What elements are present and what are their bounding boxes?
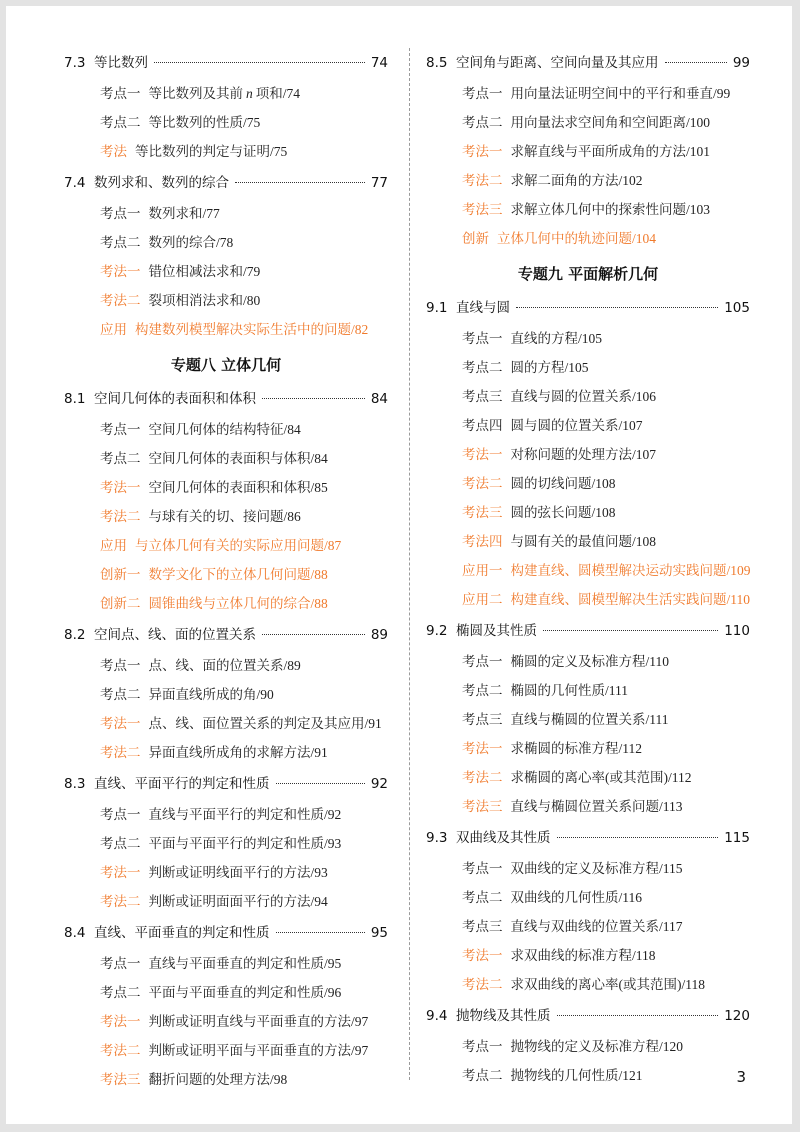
entry-tag: 考法二 [462,476,503,491]
toc-entry[interactable] [64,1007,388,1036]
entry-text: 用向量法证明空间中的平行和垂直/99 [510,86,731,101]
section-number: 9.1 [426,300,448,316]
entry-tag: 考法三 [100,1072,141,1087]
toc-entry[interactable] [426,676,750,705]
entry-tag: 考法二 [462,977,503,992]
section-page: 84 [370,391,388,407]
dot-leader [543,630,718,631]
entry-text: 圆的弦长问题/108 [510,505,616,520]
entry-tag: 考点二 [462,683,503,698]
toc-entry[interactable] [64,137,388,166]
entry-text: 与球有关的切、接问题/86 [148,509,301,524]
entry-tag: 考点一 [462,1039,503,1054]
entry-text: 椭圆的定义及标准方程/110 [510,654,669,669]
toc-entry[interactable] [426,883,750,912]
section-title: 空间几何体的表面积和体积 [94,391,256,407]
section-heading[interactable] [64,51,388,79]
entry-text: 数列求和/77 [148,206,220,221]
entry-tag: 考点二 [462,890,503,905]
entry-tag: 应用 [100,322,127,337]
entry-text: 椭圆的几何性质/111 [510,683,628,698]
section-heading[interactable] [64,921,388,949]
toc-entry[interactable] [64,257,388,286]
section-number: 8.3 [64,776,86,792]
entry-text: 用向量法求空间角和空间距离/100 [510,115,711,130]
toc-entry[interactable] [426,108,750,137]
section-page: 120 [724,1008,750,1024]
section-number: 8.4 [64,925,86,941]
entry-tag: 考点三 [462,919,503,934]
dot-leader [154,62,365,63]
toc-entry[interactable] [426,1061,750,1090]
entry-text: 与立体几何有关的实际应用问题/87 [135,538,342,553]
toc-entry[interactable] [64,829,388,858]
toc-entry[interactable] [426,970,750,999]
toc-entry[interactable] [426,353,750,382]
entry-text: 求椭圆的离心率(或其范围)/112 [510,770,692,785]
toc-entry[interactable] [426,498,750,527]
entry-tag: 考点三 [462,712,503,727]
entry-text: 构建直线、圆模型解决生活实践问题/110 [510,592,750,607]
section-number: 7.4 [64,175,86,191]
entry-text: 对称问题的处理方法/107 [510,447,657,462]
entry-text: 求解二面角的方法/102 [510,173,643,188]
entry-text: 判断或证明直线与平面垂直的方法/97 [148,1014,369,1029]
section-title: 空间角与距离、空间向量及其应用 [456,55,659,71]
entry-text: 直线与椭圆位置关系问题/113 [510,799,683,814]
section-title: 等比数列 [94,55,148,71]
entry-tag: 考点二 [100,687,141,702]
toc-entry[interactable] [64,531,388,560]
entry-tag: 创新一 [100,567,141,582]
entry-text: 直线的方程/105 [510,331,603,346]
toc-entry[interactable] [426,763,750,792]
toc-entry[interactable] [64,978,388,1007]
section-heading[interactable] [426,1004,750,1032]
entry-tag: 考点一 [100,658,141,673]
entry-tag: 考点二 [100,115,141,130]
entry-text: 圆的切线问题/108 [510,476,616,491]
entry-tag: 创新 [462,231,489,246]
section-heading[interactable] [426,51,750,79]
dot-leader [262,634,365,635]
toc-entry[interactable] [426,195,750,224]
section-title: 椭圆及其性质 [456,623,537,639]
section-heading[interactable] [426,296,750,324]
entry-text: 翻折问题的处理方法/98 [148,1072,288,1087]
entry-tag: 考点二 [462,115,503,130]
toc-entry[interactable] [426,166,750,195]
toc-entry[interactable] [426,912,750,941]
toc-entry[interactable] [64,228,388,257]
section-number: 9.3 [426,830,448,846]
section-title: 抛物线及其性质 [456,1008,551,1024]
dot-leader [516,307,718,308]
dot-leader [235,182,365,183]
entry-text: 裂项相消法求和/80 [148,293,261,308]
entry-tag: 考点一 [462,331,503,346]
toc-entry[interactable] [64,858,388,887]
toc-entry[interactable] [426,411,750,440]
entry-text: 异面直线所成的角/90 [148,687,274,702]
toc-entry[interactable] [426,854,750,883]
entry-tag: 考法三 [462,799,503,814]
section-page: 77 [370,175,388,191]
toc-entry[interactable] [426,527,750,556]
toc-entry[interactable] [64,887,388,916]
toc-entry[interactable] [64,1036,388,1065]
entry-tag: 考点一 [100,422,141,437]
entry-text: 错位相减法求和/79 [148,264,261,279]
toc-entry[interactable] [64,108,388,137]
entry-text: 判断或证明面面平行的方法/94 [148,894,328,909]
section-number: 8.2 [64,627,86,643]
section-heading[interactable] [64,623,388,651]
section-page: 74 [370,55,388,71]
entry-text: 点、线、面的位置关系/89 [148,658,301,673]
toc-entry[interactable] [426,137,750,166]
entry-text: 求解直线与平面所成角的方法/101 [510,144,711,159]
toc-entry[interactable] [426,324,750,353]
entry-text: 异面直线所成角的求解方法/91 [148,745,328,760]
entry-text: 立体几何中的轨迹问题/104 [497,231,657,246]
entry-text: 直线与圆的位置关系/106 [510,389,657,404]
toc-entry[interactable] [426,469,750,498]
section-page: 92 [370,776,388,792]
entry-tag: 应用二 [462,592,503,607]
section-page: 99 [732,55,750,71]
entry-text: 平面与平面垂直的判定和性质/96 [148,985,342,1000]
entry-tag: 考法三 [462,505,503,520]
entry-tag: 考法三 [462,202,503,217]
section-number: 7.3 [64,55,86,71]
toc-entry[interactable] [426,734,750,763]
entry-text: 直线与平面垂直的判定和性质/95 [148,956,342,971]
entry-tag: 考法二 [100,894,141,909]
entry-tag: 考法一 [462,447,503,462]
toc-entry[interactable] [64,738,388,767]
section-number: 9.4 [426,1008,448,1024]
topic-title: 专题九 平面解析几何 [517,265,659,283]
entry-text: 构建直线、圆模型解决运动实践问题/109 [510,563,751,578]
entry-text: 直线与双曲线的位置关系/117 [510,919,683,934]
entry-text: 等比数列的判定与证明/75 [135,144,288,159]
entry-tag: 考点三 [462,389,503,404]
toc-entry[interactable] [426,224,750,253]
section-heading[interactable] [64,772,388,800]
toc-entry[interactable] [64,680,388,709]
entry-text: 空间几何体的表面积与体积/84 [148,451,328,466]
section-heading[interactable] [64,171,388,199]
entry-text: 求解立体几何中的探索性问题/103 [510,202,711,217]
entry-text: 数学文化下的立体几何问题/88 [148,567,328,582]
entry-text: 圆锥曲线与立体几何的综合/88 [148,596,328,611]
section-heading[interactable] [426,826,750,854]
section-page: 110 [724,623,750,639]
entry-tag: 考法一 [100,480,141,495]
entry-text: 数列的综合/78 [148,235,234,250]
entry-tag: 考点一 [100,86,141,101]
entry-text: 求双曲线的标准方程/118 [510,948,656,963]
entry-tag: 考点二 [100,836,141,851]
entry-tag: 考点一 [100,956,141,971]
toc-entry[interactable] [64,286,388,315]
entry-tag: 应用一 [462,563,503,578]
entry-text: 平面与平面平行的判定和性质/93 [148,836,342,851]
entry-tag: 考点一 [462,861,503,876]
section-page: 95 [370,925,388,941]
entry-text: 空间几何体的结构特征/84 [148,422,301,437]
entry-text-after: 项和/74 [255,86,301,101]
entry-tag: 考法一 [100,865,141,880]
toc-page [6,6,792,1124]
entry-tag: 考点二 [100,451,141,466]
toc-entry[interactable] [426,382,750,411]
toc-entry[interactable] [64,415,388,444]
toc-entry[interactable] [64,473,388,502]
entry-text: 抛物线的几何性质/121 [510,1068,643,1083]
dot-leader [665,62,727,63]
dot-leader [557,837,719,838]
entry-text: 直线与平面平行的判定和性质/92 [148,807,342,822]
toc-entry[interactable] [64,1065,388,1094]
toc-entry[interactable] [426,440,750,469]
entry-tag: 考法一 [100,716,141,731]
entry-text: 点、线、面位置关系的判定及其应用/91 [148,716,382,731]
entry-tag: 考法一 [462,144,503,159]
entry-text: 判断或证明线面平行的方法/93 [148,865,328,880]
entry-tag: 考点四 [462,418,503,433]
entry-tag: 考点一 [100,206,141,221]
toc-entry[interactable] [64,651,388,680]
toc-entry[interactable] [426,79,750,108]
entry-tag: 考点一 [100,807,141,822]
entry-text: 与圆有关的最值问题/108 [510,534,657,549]
topic-title: 专题八 立体几何 [170,356,282,374]
toc-entry[interactable] [426,585,750,614]
entry-tag: 考点二 [462,1068,503,1083]
entry-tag: 考法一 [462,741,503,756]
toc-entry[interactable] [64,502,388,531]
entry-tag: 考法一 [100,1014,141,1029]
entry-tag: 应用 [100,538,127,553]
toc-entry[interactable] [426,1032,750,1061]
toc-left-column [64,46,388,1094]
toc-entry[interactable] [426,792,750,821]
section-page: 115 [724,830,750,846]
toc-entry[interactable] [64,560,388,589]
toc-entry[interactable] [426,647,750,676]
entry-tag: 考点二 [100,985,141,1000]
section-number: 8.5 [426,55,448,71]
entry-text: 构建数列模型解决实际生活中的问题/82 [135,322,369,337]
entry-tag: 考点一 [462,86,503,101]
entry-text: 等比数列的性质/75 [148,115,261,130]
entry-tag: 考法二 [462,173,503,188]
section-title: 双曲线及其性质 [456,830,551,846]
entry-tag: 考法二 [100,1043,141,1058]
entry-text: 求双曲线的离心率(或其范围)/118 [510,977,705,992]
entry-tag: 创新二 [100,596,141,611]
entry-tag: 考点二 [100,235,141,250]
section-title: 空间点、线、面的位置关系 [94,627,256,643]
dot-leader [276,783,365,784]
section-number: 9.2 [426,623,448,639]
page-number: 3 [736,1068,746,1086]
entry-tag: 考法二 [100,293,141,308]
section-heading[interactable] [426,619,750,647]
entry-text: 等比数列及其前 [148,86,243,101]
section-number: 8.1 [64,391,86,407]
dot-leader [276,932,365,933]
entry-tag: 考法四 [462,534,503,549]
toc-entry[interactable] [64,444,388,473]
entry-text: 双曲线的定义及标准方程/115 [510,861,683,876]
toc-entry[interactable] [426,705,750,734]
section-page: 89 [370,627,388,643]
dot-leader [262,398,365,399]
entry-tag: 考点一 [462,654,503,669]
toc-entry[interactable] [64,199,388,228]
entry-text: 圆与圆的位置关系/107 [510,418,643,433]
entry-tag: 考法一 [462,948,503,963]
entry-tag: 考法 [100,144,127,159]
entry-text: 直线与椭圆的位置关系/111 [510,712,669,727]
toc-entry[interactable] [64,315,388,344]
column-divider [409,48,410,1080]
section-title: 数列求和、数列的综合 [94,175,229,191]
entry-tag: 考法一 [100,264,141,279]
section-title: 直线与圆 [456,300,510,316]
toc-entry[interactable] [426,556,750,585]
toc-entry[interactable] [64,800,388,829]
entry-text: 圆的方程/105 [510,360,589,375]
toc-entry[interactable] [64,589,388,618]
entry-text: 空间几何体的表面积和体积/85 [148,480,328,495]
entry-text: 双曲线的几何性质/116 [510,890,642,905]
section-page: 105 [724,300,750,316]
section-title: 直线、平面垂直的判定和性质 [94,925,270,941]
dot-leader [557,1015,719,1016]
toc-right-column [426,46,750,1090]
entry-tag: 考法二 [462,770,503,785]
entry-tag: 考法二 [100,745,141,760]
section-title: 直线、平面平行的判定和性质 [94,776,270,792]
entry-variable: n [246,86,253,101]
entry-text: 判断或证明平面与平面垂直的方法/97 [148,1043,369,1058]
entry-tag: 考法二 [100,509,141,524]
toc-entry[interactable] [64,949,388,978]
entry-text: 抛物线的定义及标准方程/120 [510,1039,684,1054]
entry-text: 求椭圆的标准方程/112 [510,741,642,756]
toc-entry[interactable] [64,709,388,738]
section-heading[interactable] [64,387,388,415]
toc-entry[interactable] [64,79,388,108]
toc-entry[interactable] [426,941,750,970]
entry-tag: 考点二 [462,360,503,375]
